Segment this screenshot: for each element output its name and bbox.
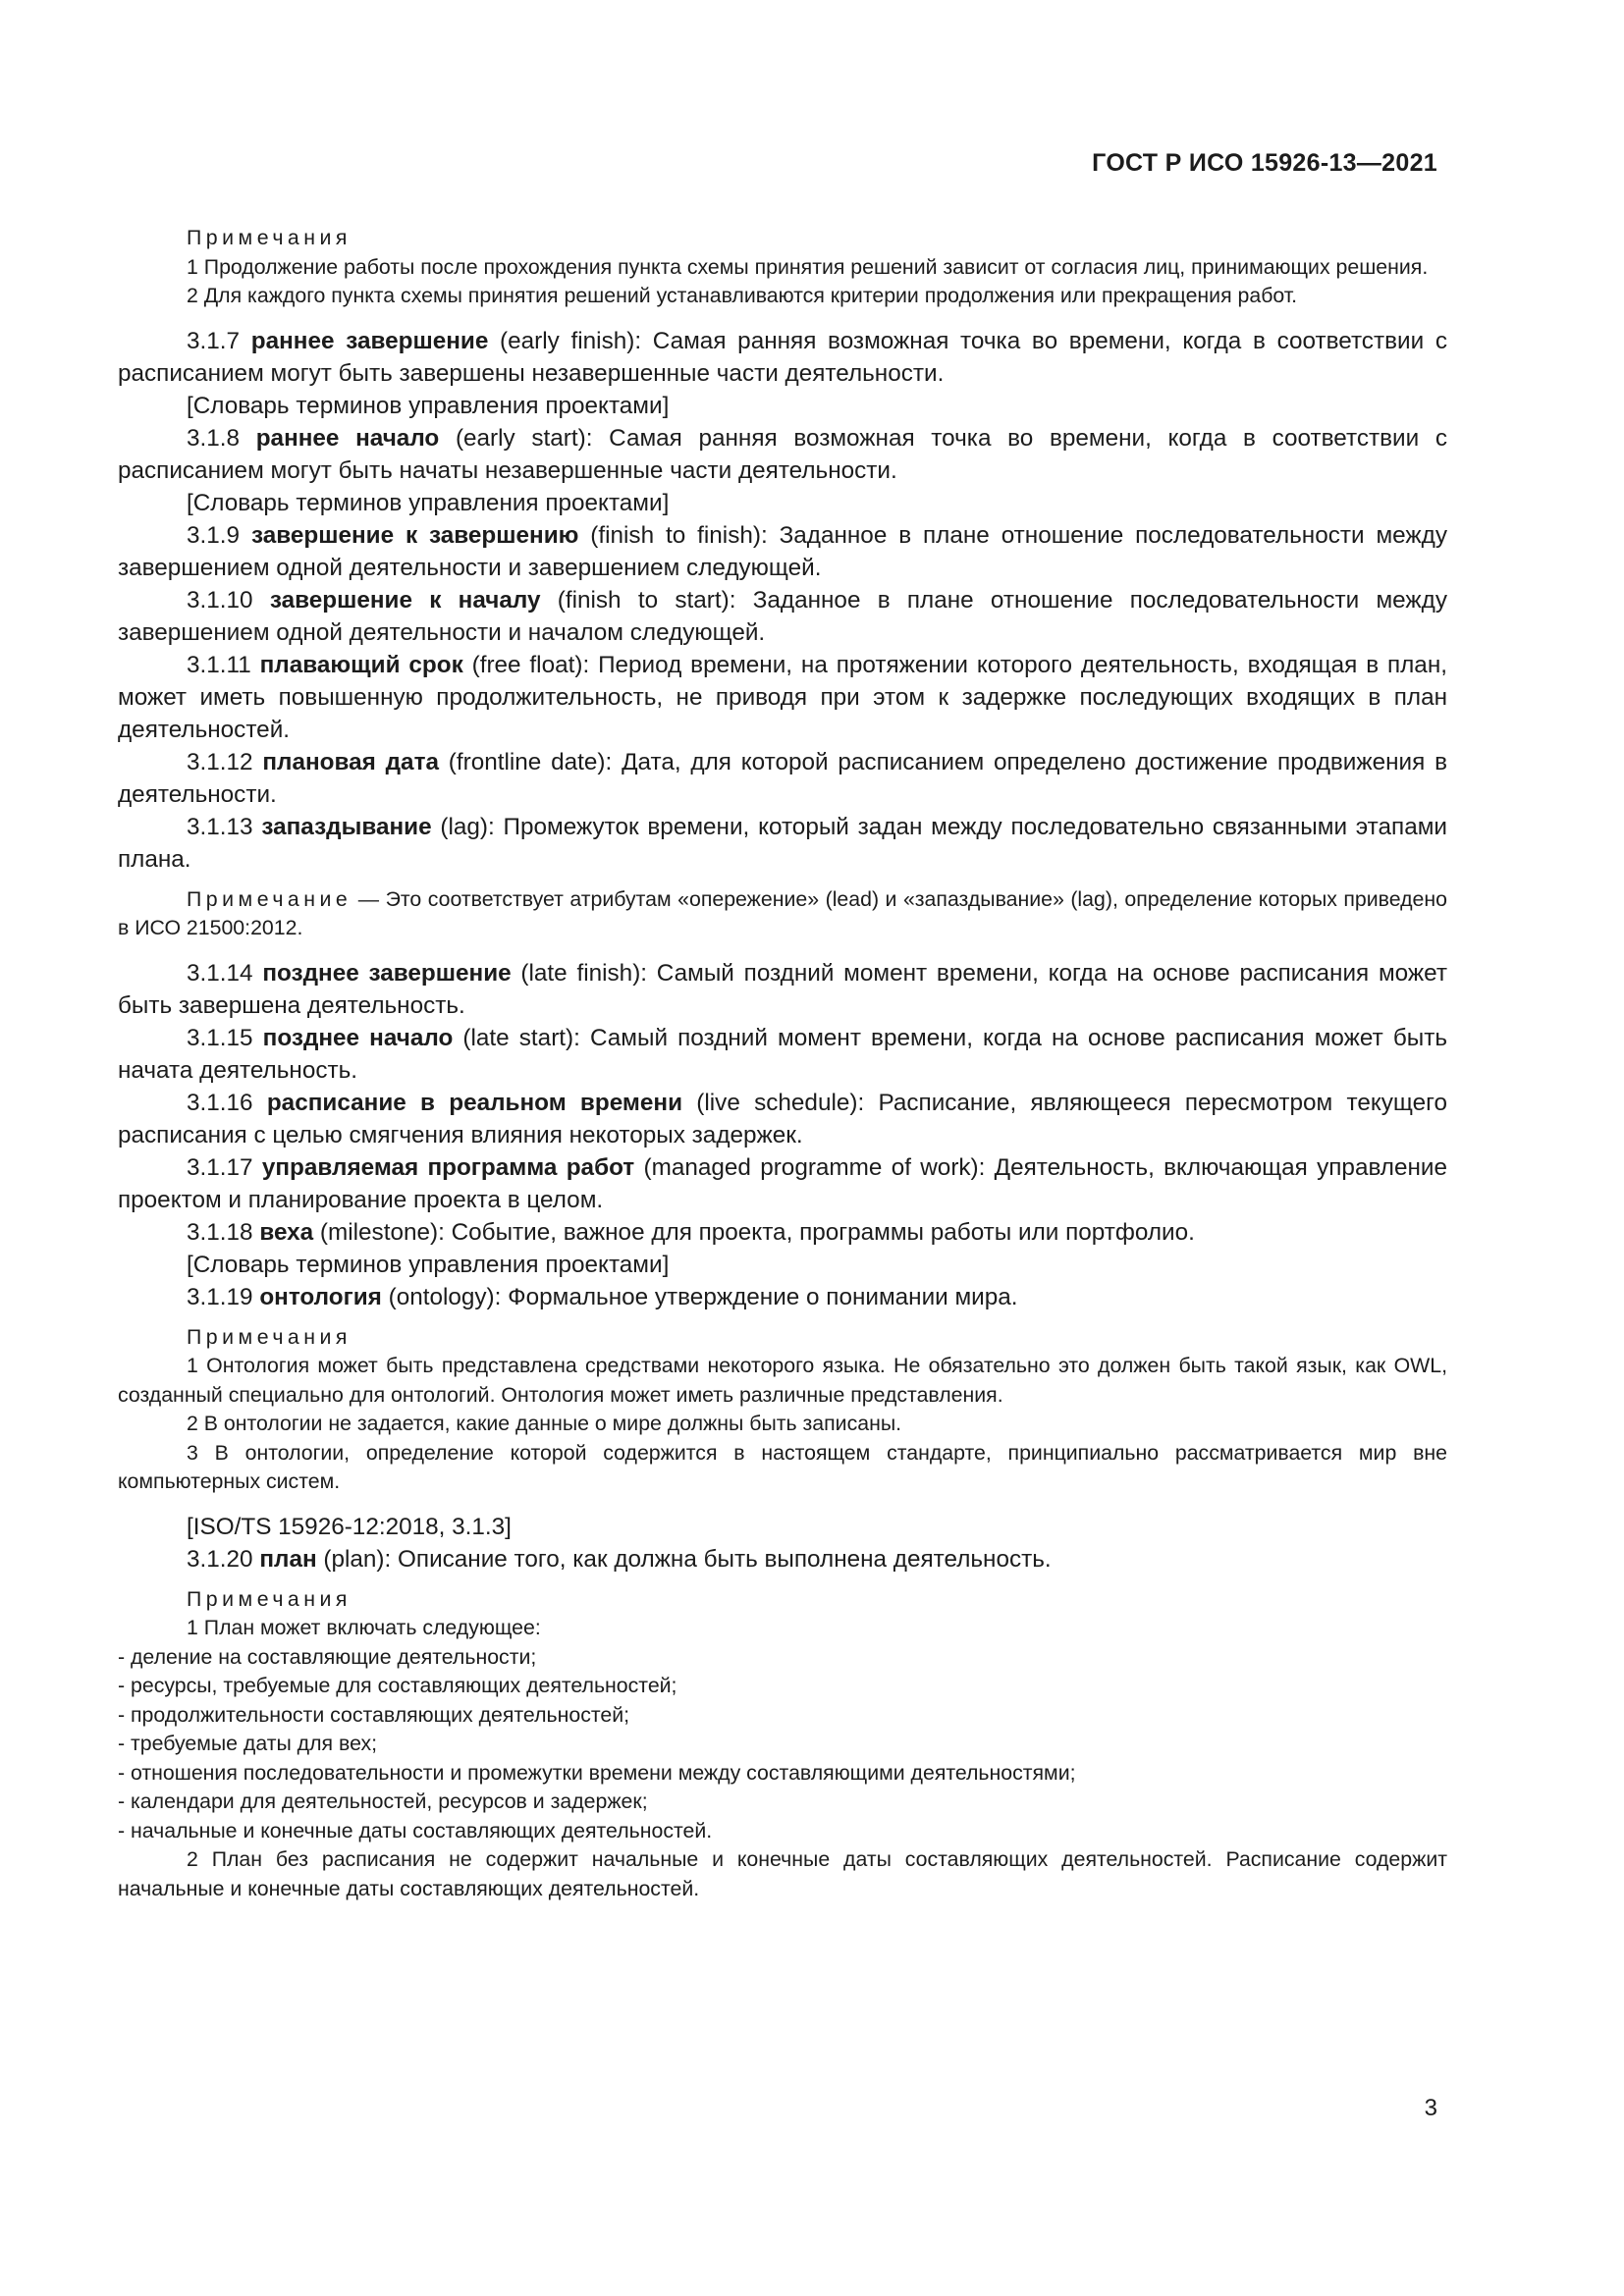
- term-definition-3-1-11: 3.1.11 плавающий срок (free float): Период времени, на протяжении которого деятельность, входящая в план, может иметь повышенную продолжительность, не приводя при этом к задержке последующих входящих в план деятельностей.: [118, 651, 1447, 743]
- page-content: [118, 224, 1447, 1903]
- term-source: [Словарь терминов управления проектами]: [187, 1251, 670, 1278]
- page-number: 3: [1424, 2095, 1437, 2121]
- term-definition-3-1-12: 3.1.12 плановая дата (frontline date): Дата, для которой расписанием определено достижение продвижения в деятельности.: [118, 748, 1447, 808]
- notes-label: Примечания: [187, 1586, 352, 1611]
- list-item: - требуемые даты для вех;: [118, 1732, 378, 1755]
- term-definition-3-1-14: 3.1.14 позднее завершение (late finish): Самый поздний момент времени, когда на основе расписания может быть завершена деятельность.: [118, 959, 1447, 1019]
- term-definition-3-1-8: 3.1.8 раннее начало (early start): Самая ранняя возможная точка во времени, когда в соответствии с расписанием могут быть начаты незавершенные части деятельности.: [118, 424, 1447, 484]
- term-name: завершение к началу: [269, 586, 541, 614]
- list-item: - отношения последовательности и промежутки времени между составляющими деятельностями;: [118, 1760, 1076, 1785]
- list-item: - начальные и конечные даты составляющих деятельностей.: [118, 1818, 713, 1842]
- term-name: завершение к завершению: [250, 521, 579, 549]
- term-name: позднее начало: [262, 1024, 454, 1051]
- notes-label: Примечания: [187, 226, 352, 249]
- term-definition-3-1-16: 3.1.16 расписание в реальном времени (live schedule): Расписание, являющееся пересмотром текущего расписания с целью смягчения влияния некоторых задержек.: [118, 1089, 1447, 1148]
- term-definition-3-1-15: 3.1.15 позднее начало (late start): Самый поздний момент времени, когда на основе расписания может быть начата деятельность.: [118, 1024, 1447, 1084]
- note-item: 2 План без расписания не содержит начальные и конечные даты составляющих деятельностей. Расписание содержит начальные и конечные даты составляющих деятельностей.: [118, 1847, 1447, 1900]
- term-name: раннее начало: [255, 424, 440, 452]
- term-definition-3-1-19: 3.1.19 онтология (ontology): Формальное утверждение о понимании мира.: [187, 1283, 1018, 1310]
- term-definition-3-1-10: 3.1.10 завершение к началу (finish to start): Заданное в плане отношение последовательности между завершением одной деятельности и началом следующей.: [118, 586, 1447, 646]
- term-source: [Словарь терминов управления проектами]: [187, 489, 670, 516]
- term-source: [Словарь терминов управления проектами]: [187, 392, 670, 419]
- note-lag: Примечание — Это соответствует атрибутам «опережение» (lead) и «запаздывание» (lag), определение которых приведено в ИСО 21500:2012.: [118, 886, 1447, 939]
- document-code-header: ГОСТ Р ИСО 15926-13—2021: [1092, 149, 1437, 177]
- term-name: веха: [259, 1218, 314, 1246]
- list-item: - календари для деятельностей, ресурсов и задержек;: [118, 1789, 648, 1813]
- term-name: расписание в реальном времени: [266, 1089, 683, 1116]
- term-name: плавающий срок: [259, 651, 463, 678]
- list-item: - деление на составляющие деятельности;: [118, 1644, 537, 1669]
- note-item: 2 Для каждого пункта схемы принятия решений устанавливаются критерии продолжения или прекращения работ.: [187, 284, 1298, 307]
- note-item: 3 В онтологии, определение которой содержится в настоящем стандарте, принципиально рассматривается мир вне компьютерных систем.: [118, 1440, 1447, 1493]
- note-item: 2 В онтологии не задается, какие данные о мире должны быть записаны.: [187, 1412, 902, 1435]
- note-label: Примечание: [187, 886, 352, 911]
- term-name: онтология: [259, 1283, 382, 1310]
- term-name: раннее завершение: [250, 327, 489, 354]
- note-item: 1 Онтология может быть представлена средствами некоторого языка. Не обязательно это должен быть такой язык, как OWL, созданный специально для онтологий. Онтология может иметь различные представления.: [118, 1354, 1447, 1407]
- term-definition-3-1-17: 3.1.17 управляемая программа работ (managed programme of work): Деятельность, включающая управление проектом и планирование проекта в целом.: [118, 1153, 1448, 1213]
- note-item: 1 План может включать следующее:: [187, 1616, 541, 1639]
- notes-label: Примечания: [187, 1324, 352, 1349]
- term-definition-3-1-20: 3.1.20 план (plan): Описание того, как должна быть выполнена деятельность.: [187, 1545, 1052, 1573]
- term-name: плановая дата: [262, 748, 439, 775]
- list-item: - продолжительности составляющих деятельностей;: [118, 1702, 630, 1727]
- term-definition-3-1-18: 3.1.18 веха (milestone): Событие, важное для проекта, программы работы или портфолио.: [187, 1218, 1195, 1246]
- term-name: запаздывание: [261, 813, 432, 840]
- term-definition-3-1-9: 3.1.9 завершение к завершению (finish to finish): Заданное в плане отношение последовательности между завершением одной деятельности и завершением следующей.: [118, 521, 1447, 581]
- term-source: [ISO/TS 15926-12:2018, 3.1.3]: [187, 1513, 512, 1540]
- note-item: 1 Продолжение работы после прохождения пункта схемы принятия решений зависит от согласия лиц, принимающих решения.: [187, 254, 1429, 279]
- term-name: план: [259, 1545, 317, 1573]
- term-name: управляемая программа работ: [261, 1153, 635, 1181]
- term-definition-3-1-7: 3.1.7 раннее завершение (early finish): Самая ранняя возможная точка во времени, когда в соответствии с расписанием могут быть завершены незавершенные части деятельности.: [118, 327, 1447, 387]
- term-name: позднее завершение: [262, 959, 512, 987]
- term-definition-3-1-13: 3.1.13 запаздывание (lag): Промежуток времени, который задан между последовательно связанными этапами плана.: [118, 813, 1447, 873]
- list-item: - ресурсы, требуемые для составляющих деятельностей;: [118, 1674, 677, 1697]
